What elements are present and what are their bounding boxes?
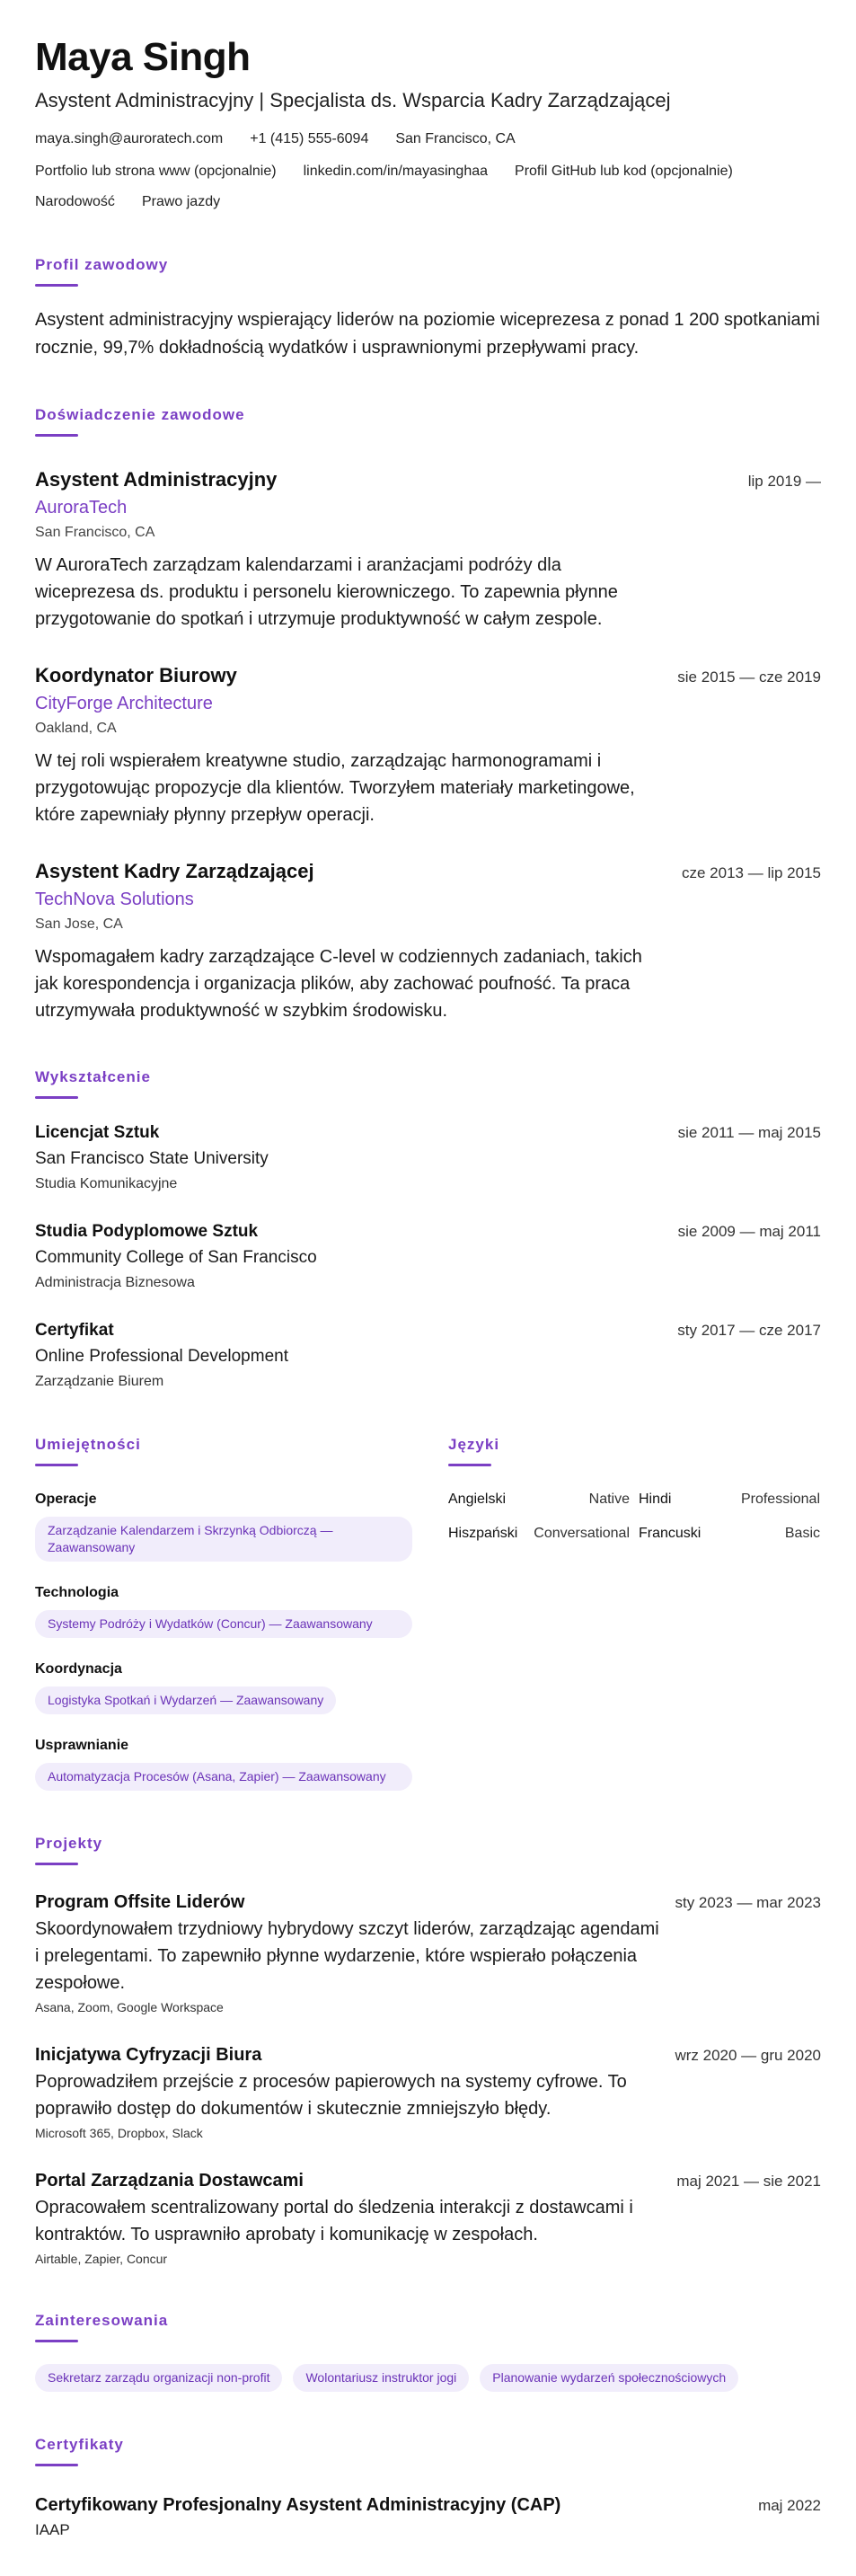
candidate-headline: Asystent Administracyjny | Specjalista ds. Wsparcia Kadry Zarządzającej [35,89,671,111]
project-entry [35,2169,821,2268]
company-name: AuroraTech [35,498,128,518]
section-title: Wykształcenie [35,1068,151,1085]
job-description: Wspomagałem kadry zarządzające C-level w codziennych zadaniach, takich jak korespondencja i organizacja plików, aby zachować poufność. Ta praca utrzymywała produktywność w szybkim środowisku. [35,947,642,1021]
project-description: Poprowadziłem przejście z procesów papierowych na systemy cyfrowe. To poprawiło dostęp do dokumentów i skutecznie zmniejszyło błędy. [35,2072,627,2119]
section-title: Certyfikaty [35,2436,124,2453]
skill-category: Usprawnianie [35,1738,129,1753]
language-level: Conversational [534,1526,630,1541]
skill-tag: Systemy Podróży i Wydatków (Concur) — Zaawansowany [35,1610,412,1638]
section-divider [35,2464,78,2466]
profile-section [35,255,821,362]
job-location: San Jose, CA [35,916,123,932]
github-link[interactable]: Profil GitHub lub kod (opcjonalnie) [515,164,733,179]
certification-entry [35,2493,821,2540]
languages-list [448,1490,820,1544]
project-tech: Asana, Zoom, Google Workspace [35,2000,224,2014]
skills-languages-row [35,1435,821,1791]
languages-section [448,1435,820,1791]
section-divider [35,434,78,437]
project-name: Portal Zarządzania Dostawcami [35,2171,304,2191]
email-link[interactable]: maya.singh@auroratech.com [35,131,224,146]
certifications-section [35,2435,821,2540]
field-of-study: Zarządzanie Biurem [35,1374,164,1389]
job-dates: sie 2015 — cze 2019 [677,668,821,686]
degree-name: Studia Podyplomowe Sztuk [35,1222,259,1241]
section-divider [35,2340,78,2342]
project-entry [35,1890,821,2016]
skill-category: Operacje [35,1492,97,1507]
interests-list [35,2364,821,2392]
degree-name: Certyfikat [35,1321,114,1340]
language-item [448,1524,630,1544]
project-entry [35,2043,821,2142]
links-row [35,162,821,181]
portfolio-link[interactable]: Portfolio lub strona www (opcjonalnie) [35,164,277,179]
education-section [35,1067,821,1392]
project-dates: maj 2021 — sie 2021 [676,2173,821,2190]
job-description: W tej roli wspierałem kreatywne studio, zarządzając harmonogramami i przygotowując propozycje dla klientów. Tworzyłem materiały marketingowe, które zapewniały płynny przepływ operacji. [35,751,635,825]
section-divider [35,1096,78,1099]
education-entry [35,1320,821,1392]
interests-section [35,2311,821,2392]
education-dates: sty 2017 — cze 2017 [677,1322,821,1339]
field-of-study: Studia Komunikacyjne [35,1176,178,1191]
projects-section [35,1834,821,2268]
skill-tag: Zarządzanie Kalendarzem i Skrzynką Odbiorczą — Zaawansowany [35,1517,412,1562]
project-dates: wrz 2020 — gru 2020 [675,2047,821,2064]
language-name: Hindi [639,1492,672,1507]
language-level: Basic [784,1526,820,1541]
education-entry [35,1221,821,1293]
job-description: W AuroraTech zarządzam kalendarzami i aranżacjami podróży dla wiceprezesa ds. produktu i personelu kierowniczego. To zapewnia płynne przygotowanie do spotkań i utrzymuje produktywność w całym zespole. [35,555,618,629]
phone-text: +1 (415) 555-6094 [250,131,369,146]
project-description: Skoordynowałem trzydniowy hybrydowy szczyt liderów, zarządzając agendami i prelegentami. To zapewniło płynne wydarzenie, które wspierało połączenia zespołowe. [35,1919,659,1993]
driving-license-text: Prawo jazdy [141,194,221,209]
section-title: Zainteresowania [35,2312,169,2329]
project-dates: sty 2023 — mar 2023 [675,1894,821,1911]
job-title: Asystent Kadry Zarządzającej [35,860,314,882]
certification-date: maj 2022 [758,2497,821,2514]
project-name: Inicjatywa Cyfryzacji Biura [35,2045,262,2065]
language-level: Native [588,1492,630,1507]
language-name: Francuski [639,1526,702,1541]
language-item [448,1490,630,1509]
skill-group [35,1490,412,1562]
language-name: Hiszpański [448,1526,518,1541]
interest-tag: Sekretarz zarządu organizacji non-profit [35,2364,282,2392]
job-title: Asystent Administracyjny [35,468,278,491]
job-title: Koordynator Biurowy [35,664,237,686]
company-name: TechNova Solutions [35,890,194,909]
degree-name: Licencjat Sztuk [35,1123,160,1142]
field-of-study: Administracja Biznesowa [35,1275,195,1290]
profile-summary: Asystent administracyjny wspierający liderów na poziomie wiceprezesa z ponad 1 200 spotkaniami rocznie, 99,7% dokładnością wydatków i usprawnionymi przepływami pracy. [35,310,820,358]
section-title: Umiejętności [35,1436,141,1453]
section-divider [35,284,78,287]
section-title: Języki [448,1436,500,1453]
education-dates: sie 2009 — maj 2011 [677,1223,821,1240]
experience-section [35,405,821,1024]
school-name: Community College of San Francisco [35,1248,317,1267]
skills-section [35,1435,412,1791]
language-item [639,1490,820,1509]
project-description: Opracowałem scentralizowany portal do śledzenia interakcji z dostawcami i kontraktów. To usprawniło aprobaty i komunikację w zespołach. [35,2198,633,2244]
location-text: San Francisco, CA [395,131,516,146]
section-divider [35,1464,78,1466]
linkedin-link[interactable]: linkedin.com/in/mayasinghaa [303,164,489,179]
skill-category: Koordynacja [35,1661,122,1677]
resume-header [35,34,821,212]
language-level: Professional [740,1492,820,1507]
section-title: Doświadczenie zawodowe [35,406,245,423]
company-name: CityForge Architecture [35,694,213,713]
candidate-name: Maya Singh [35,35,251,79]
skill-category: Technologia [35,1585,119,1600]
extra-info-row [35,192,821,212]
project-tech: Airtable, Zapier, Concur [35,2252,168,2266]
language-item [639,1524,820,1544]
interest-tag: Wolontariusz instruktor jogi [293,2364,469,2392]
nationality-text: Narodowość [35,194,115,209]
section-divider [448,1464,491,1466]
interest-tag: Planowanie wydarzeń społecznościowych [480,2364,738,2392]
school-name: San Francisco State University [35,1149,269,1168]
job-location: San Francisco, CA [35,525,155,540]
section-divider [35,1863,78,1865]
experience-entry [35,859,821,1024]
education-dates: sie 2011 — maj 2015 [677,1124,821,1141]
section-title: Projekty [35,1835,103,1852]
job-dates: lip 2019 — [747,473,821,490]
job-dates: cze 2013 — lip 2015 [682,864,821,881]
skill-tag: Logistyka Spotkań i Wydarzeń — Zaawansowany [35,1686,336,1714]
job-location: Oakland, CA [35,721,117,736]
school-name: Online Professional Development [35,1347,288,1366]
section-title: Profil zawodowy [35,256,169,273]
skill-group [35,1736,412,1791]
certification-name: Certyfikowany Profesjonalny Asystent Administracyjny (CAP) [35,2495,561,2515]
skill-group [35,1660,412,1714]
skill-tag: Automatyzacja Procesów (Asana, Zapier) — Zaawansowany [35,1763,412,1791]
skill-group [35,1583,412,1638]
education-entry [35,1122,821,1194]
language-name: Angielski [448,1492,507,1507]
contact-row [35,129,821,149]
project-tech: Microsoft 365, Dropbox, Slack [35,2126,203,2140]
experience-entry [35,467,821,633]
experience-entry [35,663,821,828]
certification-issuer: IAAP [35,2521,70,2538]
project-name: Program Offsite Liderów [35,1892,245,1912]
